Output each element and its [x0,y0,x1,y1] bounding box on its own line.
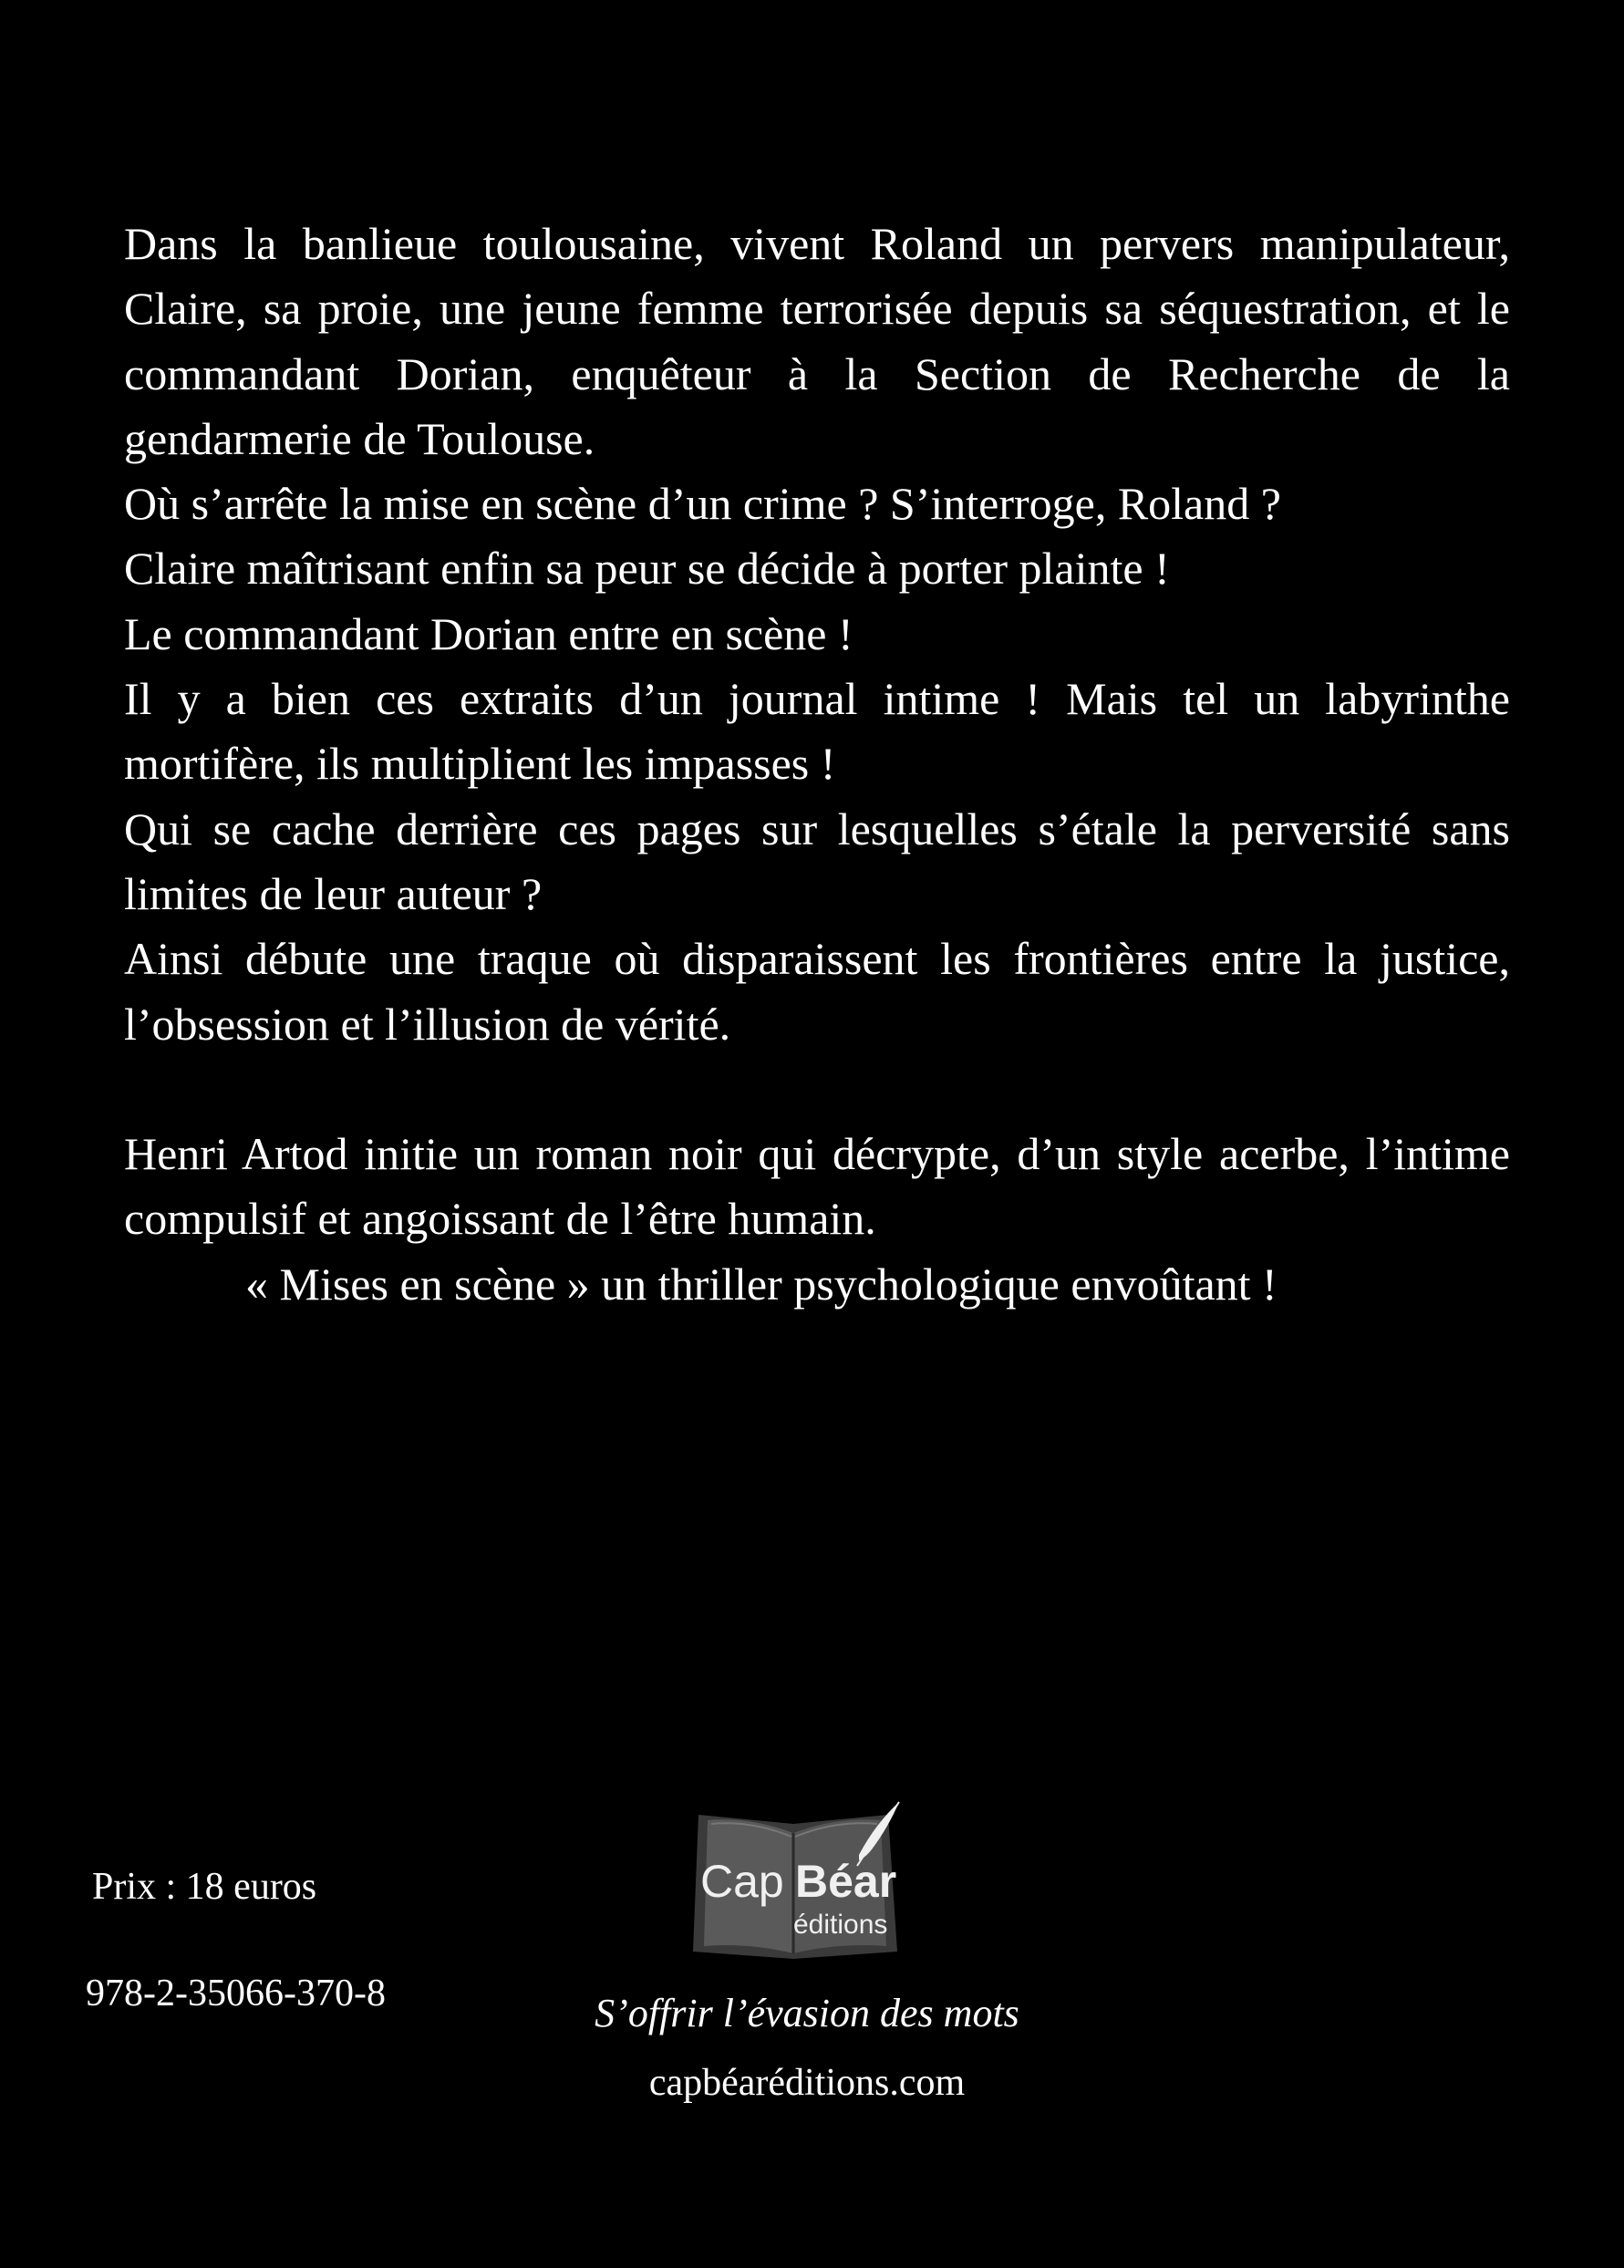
blurb-paragraph: Dans la banlieue toulousaine, vivent Roland un pervers manipulateur, Claire, sa proie, une jeune femme terrorisée depuis sa séquestration, et le commandant Dorian, enquêteur à la Section de Recherche de la gendarmerie de Toulouse. [124,218,1510,464]
logo-text: Béar [795,1856,897,1907]
publisher-website: capbéaréditions.com [648,2062,966,2104]
price-label: Prix : 18 euros [92,1866,317,1908]
tagline-quote: « Mises en scène » un thriller psychologique envoûtant ! [245,1258,1277,1310]
logo-text: Cap [700,1856,784,1907]
blurb-paragraph: Ainsi débute une traque où disparaissent les frontières entre la justice, l’obsession et l’illusion de vérité. [124,933,1510,1050]
paragraph-spacer [124,1057,1510,1122]
logo-subtext: éditions [793,1910,888,1940]
blurb-paragraph: Où s’arrête la mise en scène d’un crime ? S’interroge, Roland ? [124,478,1281,530]
isbn-number: 978-2-35066-370-8 [86,1973,386,2014]
author-paragraph: Henri Artod initie un roman noir qui décrypte, d’un style acerbe, l’intime compulsif et angoissant de l’être humain. [124,1128,1510,1245]
open-book-quill-icon [693,1797,903,1970]
blurb-paragraph: Il y a bien ces extraits d’un journal intime ! Mais tel un labyrinthe mortifère, ils multiplient les impasses ! [124,673,1510,790]
publisher-tagline: S’offrir l’évasion des mots [595,1991,1019,2035]
blurb-paragraph: Claire maîtrisant enfin sa peur se décide à porter plainte ! [124,543,1170,595]
publisher-logo [693,1797,903,1970]
blurb-paragraph: Qui se cache derrière ces pages sur lesquelles s’étale la perversité sans limites de leur auteur ? [124,803,1510,919]
back-cover-blurb [124,212,1510,1317]
blurb-paragraph: Le commandant Dorian entre en scène ! [124,607,853,659]
